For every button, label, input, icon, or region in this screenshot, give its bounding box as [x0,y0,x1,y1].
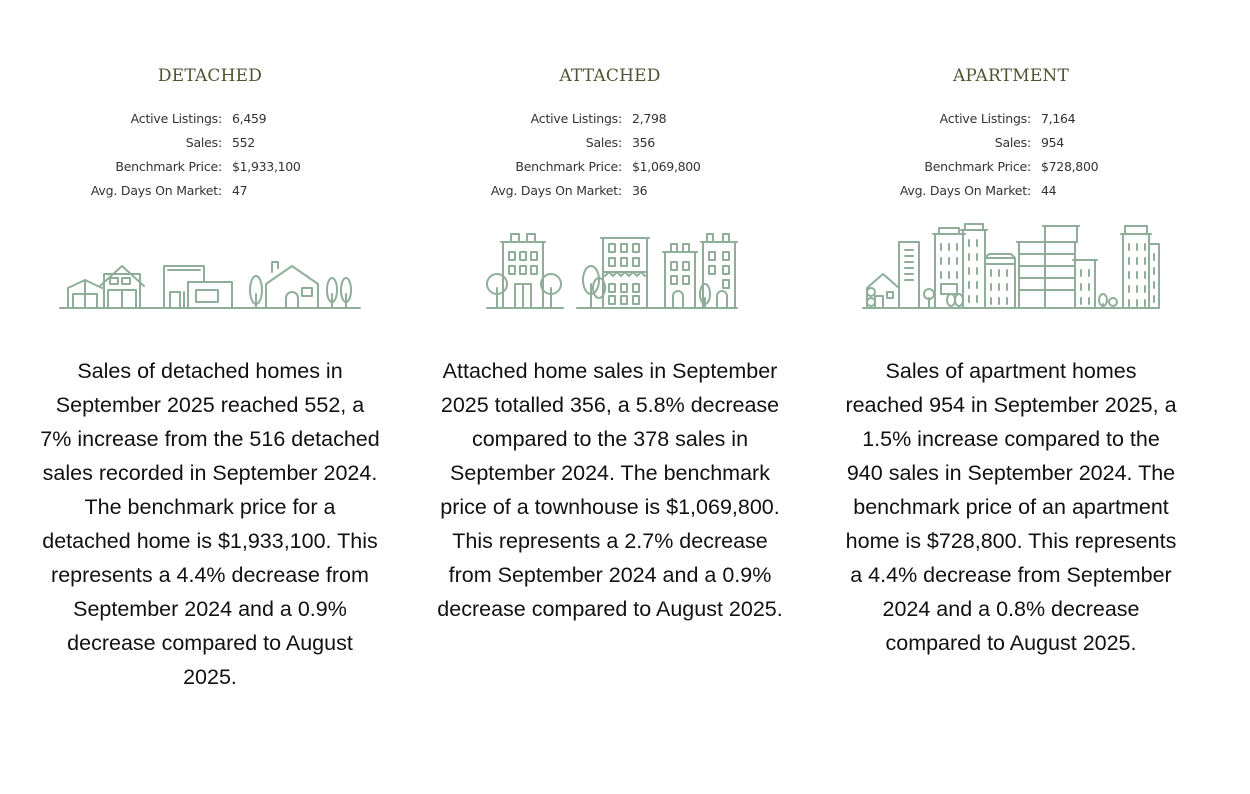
attached-title: ATTACHED [559,66,661,86]
stat-value: 6,459 [232,111,267,126]
stat-row-sales [40,134,380,158]
stat-row-avg-days [437,182,783,206]
detached-title: DETACHED [157,66,263,86]
stat-label: Avg. Days On Market: [899,183,1031,198]
apartment-description [845,354,1177,660]
stat-row-active-listings [40,110,380,134]
stat-value: 552 [232,135,255,150]
attached-column [437,0,783,794]
stat-value: 954 [1041,135,1064,150]
stat-row-sales [845,134,1177,158]
stat-label: Active Listings: [939,111,1031,126]
apartment-title: APARTMENT [952,66,1070,86]
attached-description [437,354,783,626]
stat-row-active-listings [437,110,783,134]
stat-label: Benchmark Price: [115,159,222,174]
stat-label: Avg. Days On Market: [90,183,222,198]
detached-description [40,354,380,694]
stat-label: Active Listings: [530,111,622,126]
attached-stats [437,110,783,206]
stat-label: Sales: [994,135,1031,150]
stat-label: Benchmark Price: [924,159,1031,174]
stat-value: 356 [632,135,655,150]
stat-value: 36 [632,183,648,198]
stat-value: 7,164 [1041,111,1076,126]
stat-value: $728,800 [1041,159,1099,174]
apartment-description-text: Sales of apartment homes reached 954 in September 2025, a 1.5% increase compared to the 940 sales in September 2024. The benchmark price of an apartment home is $728,800. This represents a 4.4% decrease from September 2024 and a 0.8% decrease compared to August 2025. [845,359,1177,655]
detached-stats [40,110,380,206]
apartment-skyline-illustration [845,222,1177,314]
stat-row-avg-days [40,182,380,206]
stat-value: 2,798 [632,111,667,126]
stat-label: Avg. Days On Market: [490,183,622,198]
stat-row-sales [437,134,783,158]
detached-description-text: Sales of detached homes in September 2025 reached 552, a 7% increase from the 516 detached sales recorded in September 2024. The benchmark price for a detached home is $1,933,100. This represents a 4.4% decrease from September 2024 and a 0.9% decrease compared to August 2025. [40,359,380,689]
townhouses-illustration [437,222,783,314]
stat-row-active-listings [845,110,1177,134]
stat-row-benchmark-price [845,158,1177,182]
stat-label: Sales: [185,135,222,150]
stat-value: 47 [232,183,248,198]
attached-description-text: Attached home sales in September 2025 totalled 356, a 5.8% decrease compared to the 378 sales in September 2024. The benchmark price of a townhouse is $1,069,800. This represents a 2.7% decrease from September 2024 and a 0.9% decrease compared to August 2025. [437,359,783,621]
stat-value: $1,933,100 [232,159,301,174]
detached-column [40,0,380,794]
apartment-column [845,0,1177,794]
detached-homes-illustration [40,222,380,314]
apartment-stats [845,110,1177,206]
stat-value: 44 [1041,183,1057,198]
stat-row-benchmark-price [40,158,380,182]
stat-label: Benchmark Price: [515,159,622,174]
stat-row-benchmark-price [437,158,783,182]
stat-label: Active Listings: [130,111,222,126]
stat-row-avg-days [845,182,1177,206]
stat-value: $1,069,800 [632,159,701,174]
stat-label: Sales: [585,135,622,150]
